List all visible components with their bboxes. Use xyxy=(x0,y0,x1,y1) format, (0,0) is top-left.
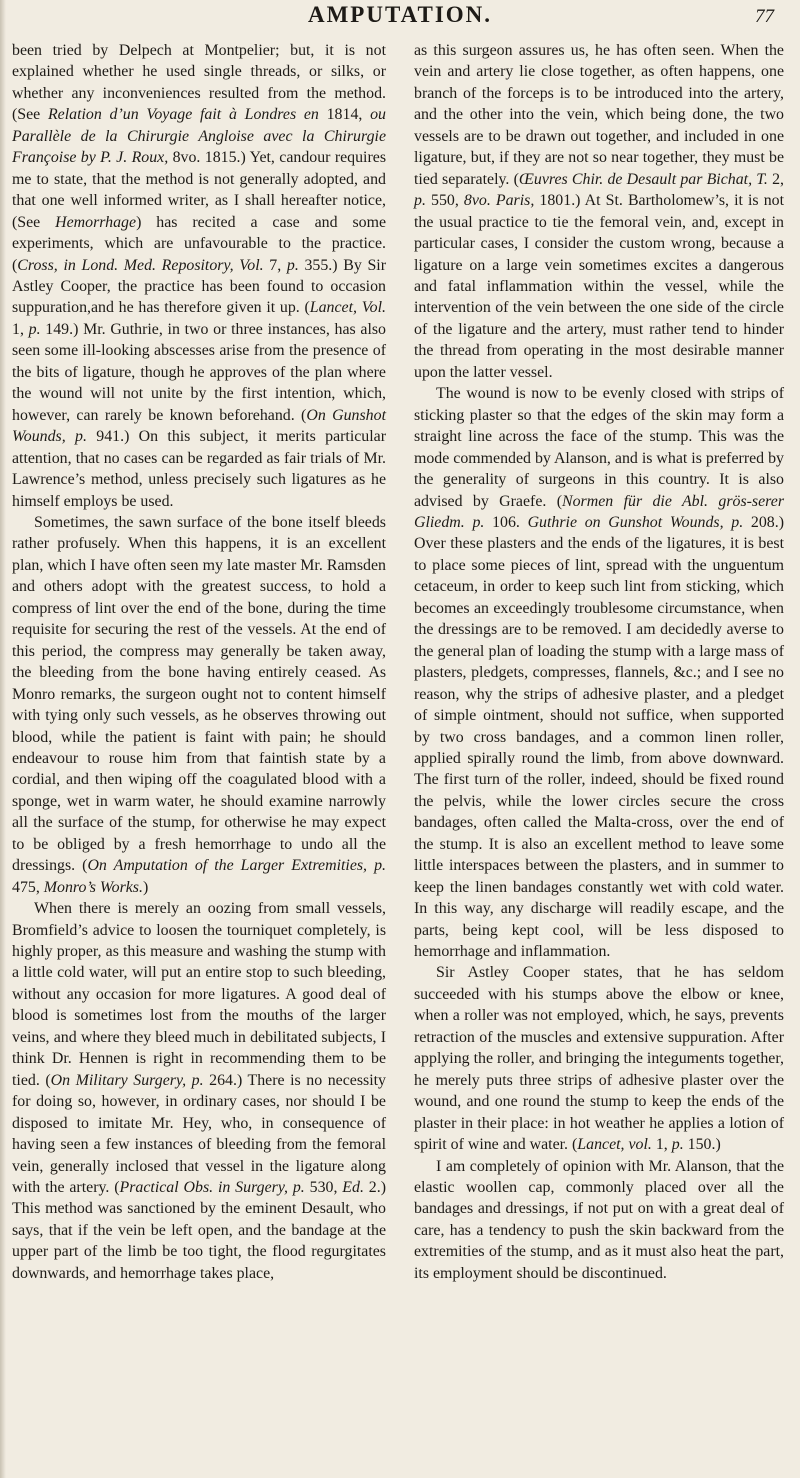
citation: Relation d’un Voyage fait à Londres en xyxy=(47,106,319,124)
text-run: 106. xyxy=(484,513,528,531)
text-run: I am completely of opinion with Mr. Alanson, that the elastic woollen cap, commonly placed over all the bandages and dressings, if not put on with a great deal of care, has a tendency to push the skin backward from the extremities of the stump, and as it must also heat the part, its employment should be discontinued. xyxy=(414,1157,784,1282)
citation: 8vo. Paris, xyxy=(463,192,535,210)
citation: On Gunshot Wounds, p. xyxy=(12,406,386,446)
page-number: 77 xyxy=(755,6,774,27)
text-run: 1, xyxy=(651,1136,672,1154)
running-title: AMPUTATION. xyxy=(307,2,493,27)
paragraph xyxy=(12,898,386,1284)
text-run: When there is merely an oozing from small vessels, Bromfield’s advice to loosen the tourniquet completely, is highly proper, as this measure and washing the stump with a little cold water, will put an entire stop to such bleeding, without any occasion for more ligatures. A good deal of blood is sometimes lost from the mouths of the larger veins, and where they bleed much in debilitated subjects, I think Dr. Hennen is right in recommending them to be tied. ( xyxy=(12,900,386,1089)
citation: Normen für die Abl. grös-serer Gliedm. p. xyxy=(414,492,784,531)
citation: ou Parallèle de la Chirurgie Angloise avec la Chirurgie Françoise by P. J. Roux, xyxy=(12,106,386,167)
citation: Practical Obs. in Surgery, p. xyxy=(119,1179,305,1197)
text-run: The wound is now to be evenly closed with strips of sticking plaster so that the edges of the skin may form a straight line across the face of the stump. This was the mode commended by Alanson, and is what is preferred by the generality of surgeons in this country. It is also advised by Graefe. ( xyxy=(414,385,784,510)
text-run: 264.) There is no necessity for doing so, however, in ordinary cases, nor should I be disposed to imitate Mr. Hey, who, in consequence of having seen a few instances of bleeding from the femoral vein, generally inclosed that vessel in the ligature along with the artery. ( xyxy=(12,1071,386,1197)
citation: p. xyxy=(28,320,41,338)
citation: On Amputation of the Larger Extremities, p. xyxy=(87,857,386,875)
text-run: 1814, xyxy=(318,106,371,124)
text-run: 2.) This method was sanctioned by the eminent Desault, who says, that if the vein be left open, and the bandage at the upper part of the limb be too tight, the flood regurgitates downwards, and hemorrhage takes place, xyxy=(12,1179,386,1282)
citation: Hemorrhage xyxy=(55,213,137,231)
text-run: 550, xyxy=(425,192,464,210)
paragraph xyxy=(414,962,784,1155)
citation: p. xyxy=(286,256,299,274)
text-run: ) has recited a case and some experiments, which are unfavourable to the practice. ( xyxy=(12,213,386,274)
citation: On Military Surgery, p. xyxy=(50,1071,204,1089)
text-run: 7, xyxy=(263,256,287,274)
text-run: 475, xyxy=(12,878,44,896)
citation: p. xyxy=(414,192,426,210)
text-run: 1801.) At St. Bartholomew’s, it is not the usual practice to tie the femoral vein, and, except in particular cases, I consider the custom wrong, because a ligature on a large vein sometimes excites a dangerous and fatal inflammation within the vessel, while the intervention of the vein between the one side of the circle of the ligature and the artery, must rather tend to hinder the thread from operating in the most desirable manner upon the latter vessel. xyxy=(414,192,785,381)
citation: Lancet, vol. xyxy=(577,1136,652,1154)
left-column xyxy=(12,40,386,1284)
text-run: 530, xyxy=(304,1179,343,1197)
citation: Œuvres Chir. de Desault par Bichat, T. xyxy=(518,170,768,188)
text-run: 2, xyxy=(767,170,785,188)
text-run: 150.) xyxy=(683,1136,721,1154)
text-run: 149.) Mr. Guthrie, in two or three instances, has also seen some ill-looking abscesses arise from the presence of the bits of ligature, though he approves of the plan where the wound will not unite by the first intention, which, however, can rarely be known beforehand. ( xyxy=(12,320,386,424)
citation: p. xyxy=(671,1136,684,1154)
page-edge-shadow xyxy=(0,0,6,1478)
paragraph xyxy=(12,512,386,898)
citation: Lancet, Vol. xyxy=(309,299,386,317)
running-head xyxy=(0,2,800,38)
paragraph xyxy=(12,40,386,512)
text-run: 941.) On this subject, it merits particular attention, that no cases can be regarded as fair trials of Mr. Lawrence’s method, unless precisely such ligatures as he himself employs be used. xyxy=(12,428,387,510)
text-run: ) xyxy=(142,878,149,896)
citation: Monro’s Works. xyxy=(43,878,143,896)
right-column xyxy=(414,40,784,1284)
text-run: 1, xyxy=(12,320,29,338)
citation: Guthrie on Gunshot Wounds, p. xyxy=(527,513,744,531)
text-run: Sir Astley Cooper states, that he has seldom succeeded with his stumps above the elbow or knee, when a roller was not employed, which, he says, prevents retraction of the muscles and extensive suppuration. After applying the roller, and bringing the integuments together, he merely puts three strips of adhesive plaster over the wound, and one round the stump to keep the ends of the plaster in their place: in hot weather he applies a lotion of spirit of wine and water. ( xyxy=(414,964,784,1154)
text-run: 8vo. 1815.) Yet, candour requires me to state, that the method is not generally adopted, and that one well informed writer, as I shall hereafter notice, (See xyxy=(12,149,387,231)
citation: Cross, in Lond. Med. Repository, Vol. xyxy=(17,256,264,274)
citation: Ed. xyxy=(342,1179,364,1197)
text-run: 355.) By Sir Astley Cooper, the practice has been found to occasion suppuration,and he has therefore given it up. ( xyxy=(12,256,387,317)
paragraph xyxy=(414,383,784,962)
paragraph xyxy=(414,40,784,383)
paragraph xyxy=(414,1156,784,1285)
text-run: 208.) Over these plasters and the ends of the ligatures, it is best to place some pieces of lint, spread with the unguentum cetaceum, in order to keep such lint from sticking, which becomes an exceedingly troublesome circumstance, when the dressings are to be removed. I am decidedly averse to the general plan of loading the stump with a large mass of plasters, pledgets, compresses, flannels, &c.; and I see no reason, why the strips of adhesive plaster, and a pledget of simple ointment, should not suffice, when supported by two cross bandages, and a common linen roller, applied spirally round the limb, from above downward. The first turn of the roller, indeed, should be fixed round the pelvis, while the lower circles secure the cross bandages, often called the Malta-cross, over the end of the stump. It is also an excellent method to leave some little interspaces between the plasters, and in summer to keep the linen bandages constantly wet with cold water. In this way, any discharge will readily escape, and the parts, being kept cool, will be less disposed to hemorrhage and inflammation. xyxy=(414,513,784,961)
text-run: Sometimes, the sawn surface of the bone itself bleeds rather profusely. When this happens, it is an excellent plan, which I have often seen my late master Mr. Ramsden and others adopt with the greatest success, to hold a compress of lint over the end of the bone, during the time requisite for securing the rest of the vessels. At the end of this period, the compress may generally be taken away, the bleeding from the bone having entirely ceased. As Monro remarks, the surgeon ought not to content himself with tying only such vessels, as he observes throwing out blood, while the patient is faint with pain; he should endeavour to rouse him from that faintish state by a cordial, and then wiping off the coagulated blood with a sponge, wet in warm water, he should examine narrowly all the surface of the stump, for otherwise he may expect to be obliged by a fresh hemorrhage to undo all the dressings. ( xyxy=(12,513,386,875)
text-run: been tried by Delpech at Montpelier; but, it is not explained whether he used single threads, or silks, or whether any inconveniences resulted from the method. (See xyxy=(12,42,386,124)
text-run: as this surgeon assures us, he has often seen. When the vein and artery lie close together, as often happens, one branch of the forceps is to be introduced into the artery, and the other into the vein, which being done, the two vessels are to be drawn out together, and included in one ligature, but, if they are not so near together, they must be tied separately. ( xyxy=(414,42,784,188)
